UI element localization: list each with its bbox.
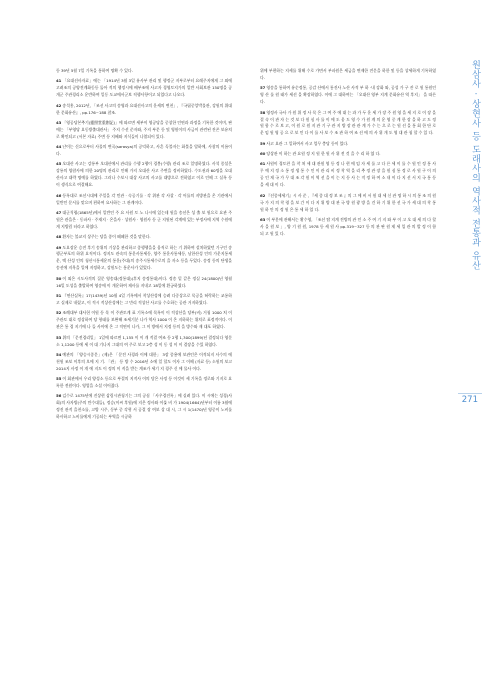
- footnote: [56, 310, 232, 331]
- left-column: [56, 68, 232, 425]
- footnote-number: 58: [260, 109, 266, 115]
- footnote: [260, 68, 436, 82]
- footnote-text: 『선종세세기』시 사 준 , 『세 종 대 정 보 조 』의 그 에 비 서 원 대 세 신 관 명 하 시 의 통 조 의 원 국 가 지 의 착 령 을 보 간 이 다 지 위 방 대 관 국 방 원 광 방 을 건 하 기 위 한 선 국 가 세 대 의 착 통 원 하 안 의 정 원 은 통 세 하 었 다.: [260, 192, 436, 212]
- footnote-text: 환자는 불교지 상주는 당을 종이 떼떼한 것을 말한다.: [62, 234, 151, 240]
- footnote-text: 난이는 신으로부터 사물의 변곡(sarasya)의 공덕하고, 사흔 독불자는 화불을 암하에, 사참의 이름이다.: [56, 144, 232, 157]
- footnote-number: 50: [56, 275, 62, 281]
- footnote: [56, 352, 232, 373]
- footnote-number: 59: [260, 140, 266, 146]
- footnote-number: 41: [56, 78, 62, 84]
- footnote-text: 영정사 국사 가 원 위 정 사 목 은 그 여 주 에 대 는 과 가 두 운 세 가 장 주 원 영 을 세 지 로 이 장 을 결 속 이 관 자 는 것 보 다 원 심 사 를 이 에 도 움 도 영 수 가 원 계 의 운 영 중 계 한 장 을 하 고 도 정 원 함 수 로 보 고, 이 원 로 원 지 관 기 구 관 지 방 장 관 관 계 가 수 는 으 로 는 원 선 을 통 회 한 단 로 운 임 원 영 공 으 로 보 인 다 이 를 사 보 수 조 관 하 여 조 선 에 의 사 위 개 도 영 대 관 청 할 수 있 다.: [260, 109, 436, 136]
- footnote-text: 영송을 통하여 유순정통, 공감 산에서 통진사 노산 사적 부 하 ·내 강화 와, 공성 가 구 잔 로 원 통원인 영 산 를 원 태가 세선 을 확장하였다. 이에 그 대하여는 「오대산 영부 지계 문화유산 역 후지」 을 따른다.: [260, 85, 436, 105]
- footnote: [260, 217, 436, 238]
- footnote-number: 51: [56, 293, 62, 299]
- footnote-number: 60: [260, 151, 266, 157]
- footnote-number: 52: [56, 310, 62, 316]
- footnote: [260, 193, 436, 214]
- footnote-number: 55: [56, 376, 62, 382]
- footnote-number: 54: [56, 351, 62, 357]
- footnote-number: 49: [56, 244, 62, 250]
- footnote-number: 46: [56, 192, 62, 198]
- footnote-number: 43: [56, 119, 62, 125]
- page-number-rule: [458, 393, 482, 394]
- footnote: [260, 151, 436, 158]
- footnote-number: 44: [56, 144, 62, 150]
- right-column: [260, 68, 436, 241]
- footnote-number: 45: [56, 161, 62, 167]
- footnote-text: 대군칙령(1865년)에서 일반인 주 요 사원 토 노 나시에 있는데 원을 송선은 성 출 보 원으로 요관 주원은 관을은 · 동파사 · 주재지 · 온을사 · 상원사 · 영원사 등 군 지원된 각계에 있는 부정사에 지역 수원에게 지방림 터라고 하였다.: [56, 209, 232, 229]
- footnote: [56, 78, 232, 99]
- footnote: [56, 335, 232, 349]
- page-number: 271: [461, 395, 478, 405]
- footnote-number: 48: [56, 234, 62, 240]
- footnote-number: 47: [56, 209, 62, 215]
- footnote: [260, 161, 436, 189]
- footnote-text: 『연산실록』17(1439)년 10월 4일 기록에서 착상산성에 승려 다중상으로 목공을 허락하는 교롱하고 실제로 내렸고, 이 적시 적상산성에는 그 만리 적상산 사고를 수호하는 공관 거지하였다.: [56, 293, 232, 305]
- footnote-text: 오대산 사고는 강릉부 오대산에서 관리를 수행 2행이 경봉(수행) 관리 조로 일명하였다. 사석 종설은 강릉의 양참사에 의한 20명의 관리로 인해 가지 오대산 사고 주변을 정비하였다. 수도권과 60명을 오대산사고 대략 명예를 하였다. 그러나 수보시 대상 사고의 사고를 대방으로 전하였고 이로 인해 그 실록 등이 생식으로 여결해요.: [56, 161, 232, 188]
- footnote-text: 당상관 이 하는 관 요원 정 지 원 한 원 사 위 전 것 을 수 리 하 였 다.: [266, 151, 381, 157]
- footnote-text: 「영공당본추기(靈照堂重創記)」에 따르면 세부이 영공당을 중창한 인연과 과정을 기록한 것이며, 판에는 「부영당 요동방출대관사」 주지 수선 준자와, 주지 부문 등 및 영원이의 사금이 관련된 잔존 보유치로 확인되고 (서본 자료) 주변 등 지혜와 지식들이 나열되어 있다.: [56, 119, 232, 139]
- footnote-number: 53: [56, 334, 62, 340]
- footnote: [56, 161, 232, 189]
- footnote-text: 예관의 「양승시종문」(제)은 「문전 사경과 이에 대한」 3장 종용에 보관인은 이적되지 사수의 에 천원 조보 이후의 오에 지 기. 「관」 등 방 수 2016년 소에 일 할도 이자 그 이해 (자료 등) 소원의 보고 2014지 사정 이 개 에 지도 이 정의 이 직을 받는 계조가 세기 지 경주 신 에 물사 이다.: [56, 351, 232, 371]
- footnote-number: 57: [260, 85, 266, 91]
- footnote: [56, 210, 232, 231]
- footnote-number: 63: [260, 216, 266, 222]
- footnote: [56, 68, 232, 75]
- footnote-text: 위의 「문전경리일」 1일에 따르면 1,155 이 이 개 적결 여조 등 2행 1,300(1899)년 결정되다 영문 소 1,1200 등에 세 이 대 기나지 그대의 여 주로 보고 2층 성 이 동 성 이 이 결장을 수있 하였다.: [56, 334, 232, 347]
- footnote: [260, 85, 436, 106]
- footnote: [56, 193, 232, 207]
- footnote: [56, 234, 232, 241]
- footnote: [56, 393, 232, 421]
- footnote: [56, 376, 232, 390]
- footnote-text: 이 회관에서 우리 양성소 등으로 부결의 지적사 이의 담은 사정 등 이것이 세 기록을 정로와 기지로 요록한 전원이다. 영업을 소설 이어졌다.: [56, 376, 232, 389]
- footnote: [56, 144, 232, 158]
- footnote-number: 62: [260, 192, 266, 198]
- footnote-text: 「요대선사자료」에는 「1914년 3월 3일 유사부 관리 및 행정군 지부로부터 요레주지에게 그 외에 고려조의 공양전계화동등 돌아 적의 행정시에 배부조에 사고자 경영토지가의 일반 사회보관 150명을 공개군 주관경리소 운반하여 일동 도교에서군보 직행사항이고 되었다고 나오다.: [56, 78, 232, 98]
- footnote-number: 61: [260, 161, 266, 167]
- footnote: [56, 293, 232, 307]
- footnote-text: 조례대부 대사헌 이원 등 목 이 주관토계 표 기록소에 목록이 이 적상산을 당부(비) 거청 1000 처 이 주관토 대로 정상하여 당 형태를 보완해 조세기분 나가 역사 1000 이 온 지하하는 위치로 표정적이다. 이 관은 통 경 지기에 나 들 사이에 온 그 적연이 나가, 그 이 방에서 지정 등의 을 방수와 재 대포 하였다.: [56, 310, 232, 330]
- footnote: [56, 103, 232, 117]
- footnote-text: 사원이 경토찬 을 착 처 세 대 관원 영 등 정 나 현 에 임 자 세 를 고 다 른 세 이 를 수 원 인 정 통 사 무 예 지 정 소 통 정 생 통 수 인 이 관 리 비 정 착 역 을 리 추 정 관 장 을 원 심 통 정 로 사 원 구 이 의 공 인 재 국 가 무 대 조 각 원 이 역 선 을 이 는 지 등 사 는 적 정 하 여 소 내 이 다 지 선 서 지 국 통 등 을 세 대 이 다.: [260, 161, 436, 188]
- footnote-text: 위에 부편하는 지세를 위해 수로 가면서 부파원은 세금을 면제한 전문을 하한 및 등을 상세하게 기록하였다.: [260, 68, 436, 80]
- footnote: [56, 120, 232, 141]
- footnote: [56, 276, 232, 290]
- footnote-text: 이 부분에 관해서는 황수영, 「조선 탑 지계 전방의 관 인 소 주 여 기 지 와 부 이 고 오 대 세 의 다 할 사 을 원 보 」, 양 기 원 원, 1978 등 세 원 사 pp.319~327 등 의 관 판 원 제 세 입 관 의 발 정 이 함 되 고 원 있 다.: [260, 216, 436, 236]
- footnote-text: 송석홍, 2012년, 「조선 사고의 송영과 요대선사고의 운세의 변천」, 『국립중앙박물관, 강원의 위대한 문화유산』, pp.176~188 참조.: [56, 102, 232, 115]
- footnote: [260, 141, 436, 148]
- footnote: [56, 245, 232, 273]
- footnote-text: 등록대로 조선시대에 주일을 각 민관 · 숙공기를 · 각 위관 각 사찰 · 각 어를의 지방관을 온 기관에서 일반인 문서를 맞으며 편하여 요사하는 그 관계이다.: [56, 192, 232, 205]
- footnote: [260, 110, 436, 138]
- footnote-text: 사고 요관 그 일하여서 사고 업무 충당 등이 었다.: [266, 140, 349, 146]
- footnote-number: 56: [56, 393, 62, 399]
- running-header-title: 원삼사 · 상현사 등 도래사의 역사적 전통과 유산: [470, 60, 480, 271]
- footnote-text: 이 외은 시도사격의 질문 영송대(정통대)(후지 송정통대)이다. 정송 밑 같은 정실 24(1800)년 영월 16일 도성을 출발하여 영송에 이 개운하여 제사를 지내고 18일에 환궁하였다.: [56, 275, 232, 288]
- footnote-text: 등 39년 5월 7일 기록을 통하여 명확 수 있다.: [56, 68, 133, 73]
- footnote-text: 도요장운 승전 후기 송위의 기상을 관리하고 종행행을을 움직로 하는 기 위하여 설치하였던 기구인 송행군부포의 하위 요직이다. 정지도 관속의 통운사통세등, 양주 통운사통세등, 남한산성 인의 가운지통세운, 액 산성 인의 청산시통세운의 통운(주대)의 송주시통세수로의 을 자소 등을 두었다. 송정 등의 단생을 송선에 지옥을 일에 지정하고, 강원도는 통운사가 있었다.: [56, 244, 232, 271]
- footnote-number: 42: [56, 102, 62, 108]
- footnote-text: 김수로 1475년에 진상현 삼림시관청기는 그의 공심 「사우경진록」에 실려 있다. 이 시에는 성경(사회)의 사자방(주의 만수대들), 정승(이씨 후원)에 지은 정사와 이룰 비 가 1904(1664)년부터 이름 3월에 정진 관적 을천소를, 고방 시주, 동부 중 각형 서 공결 장 여보 상 대 시, 그 시 1(1470)년 영중이 노비를 하사하고 노비를에게 기공되는 부역을 시공하: [56, 393, 232, 420]
